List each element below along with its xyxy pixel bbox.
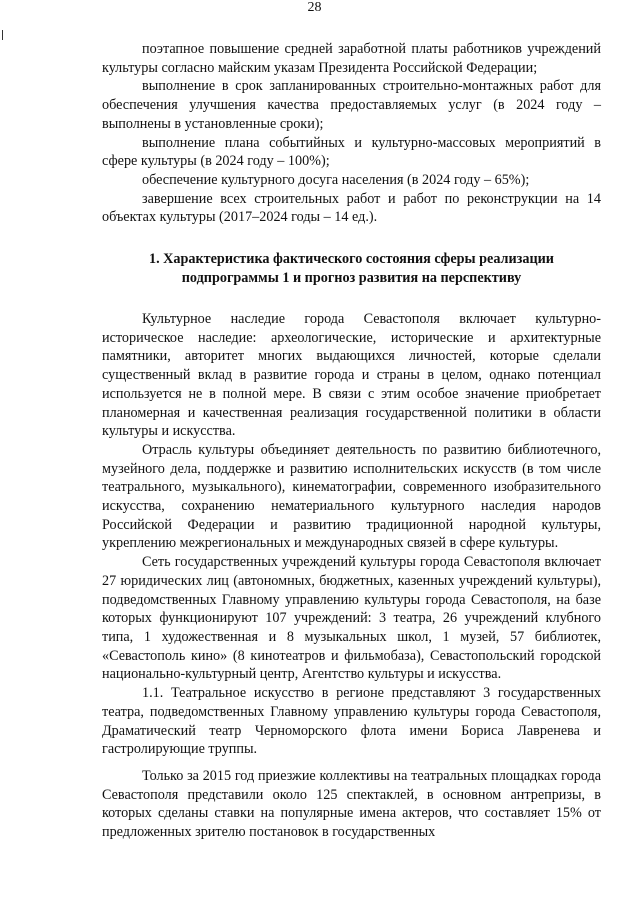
- intro-paragraph: выполнение в срок запланированных строительно-монтажных работ для обеспечения улучшения качества предоставляемых услуг (в 2024 году – выполнены в установленные сроки);: [102, 78, 601, 132]
- intro-paragraph: поэтапное повышение средней заработной платы работников учреждений культуры согласно майским указам Президента Российской Федерации;: [102, 41, 601, 76]
- intro-paragraph: выполнение плана событийных и культурно-массовых мероприятий в сфере культуры (в 2024 году – 100%);: [102, 134, 601, 170]
- section-heading-line: подпрограммы 1 и прогноз развития на перспективу: [181, 270, 522, 287]
- body-paragraph: 1.1. Театральное искусство в регионе представляют 3 государственных театра, подведомственных Главному управлению культуры города Севастополя, Драматический театр Черноморского флота имени Бориса Лавренева и гастролирующие труппы.: [102, 685, 601, 758]
- document-body: [102, 40, 601, 842]
- intro-paragraph: обеспечение культурного досуга населения (в 2024 году – 65%);: [142, 171, 530, 188]
- body-paragraph: Культурное наследие города Севастополя включает культурно-историческое наследие: археологические, исторические и архитектурные памятники, авторитет многих выдающихся личностей, которые сделали существенный вклад в развитие города и страны в целом, однако потенциал используется не в полной мере. В связи с этим особое значение приобретает планомерная и качественная реализация государственной политики в области культуры и искусства.: [102, 311, 601, 440]
- body-paragraph: Сеть государственных учреждений культуры города Севастополя включает 27 юридических лиц (автономных, бюджетных, казенных учреждений культуры), подведомственных Главному управлению культуры города Севастополя, на базе которых функционируют 107 учреждений: 3 театра, 26 учреждений клубного типа, 1 художественная и 8 музыкальных школ, 1 музей, 57 библиотек, «Севастополь кино» (8 кинотеатров и фильмобаза), Севастопольский городской национально-культурный центр, Агентство культуры и искусства.: [102, 554, 601, 683]
- body-paragraph: Только за 2015 год приезжие коллективы на театральных площадках города Севастополя представили около 125 спектаклей, в основном антрепризы, в которых сделаны ставки на популярные имена актеров, что составляет 15% от предложенных зрителю постановок в государственных: [102, 767, 601, 841]
- section-heading-line: 1. Характеристика фактического состояния сферы реализации: [148, 251, 554, 268]
- page-number: 28: [307, 0, 322, 15]
- intro-paragraph: завершение всех строительных работ и работ по реконструкции на 14 объектах культуры (2017–2024 годы – 14 ед.).: [102, 190, 601, 226]
- section-heading: [102, 250, 601, 288]
- body-paragraph: Отрасль культуры объединяет деятельность по развитию библиотечного, музейного дела, поддержке и развитию исполнительских искусств (в том числе театрального, музыкального), кинематографии, современного изобразительного искусства, сохранению нематериального культурного наследия народов Российской Федерации и развитию традиционной народной культуры, укреплению межрегиональных и международных связей в сфере культуры.: [102, 441, 601, 552]
- margin-mark: [2, 30, 3, 40]
